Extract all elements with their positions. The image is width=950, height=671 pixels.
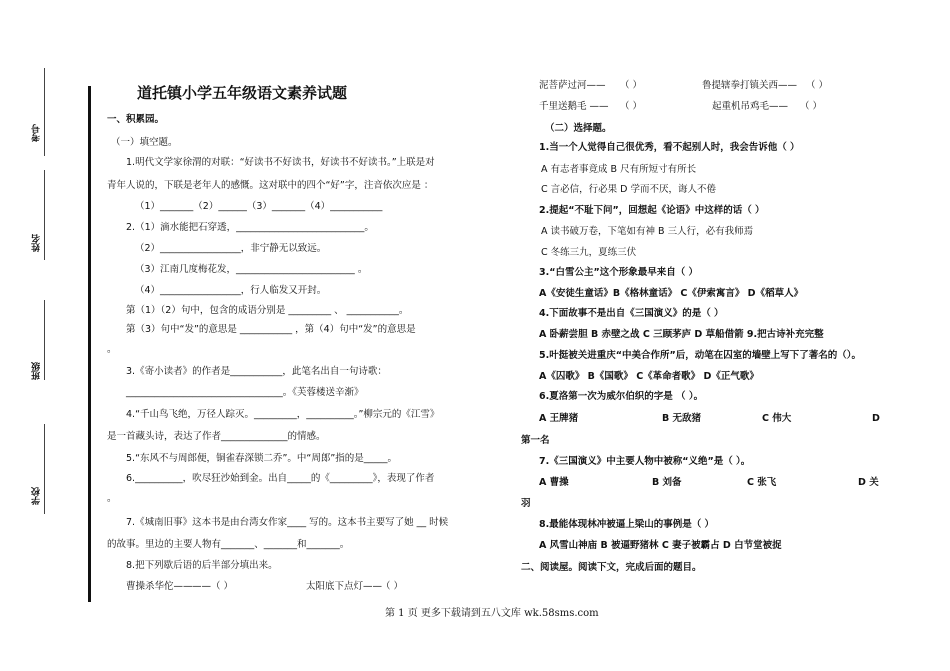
- reading-heading: 二、阅读屋。阅读下文，完成后面的题目。: [521, 562, 702, 573]
- q8-line: 8.把下列歇后语的后半部分填出来。: [126, 560, 278, 571]
- q6-line2: 。: [107, 493, 117, 504]
- c8-question: 8.最能体现林冲被逼上梁山的事例是（ ）: [539, 519, 715, 530]
- xiehouyu-2-blank: （ ）: [381, 581, 404, 592]
- class-label: 班级: [32, 362, 42, 380]
- c4-options: A 卧薪尝胆 B 赤壁之战 C 三顾茅庐 D 草船借箭 9.把古诗补充完整: [539, 329, 824, 340]
- xiehouyu-5-question: 千里送鹅毛 ——: [539, 101, 609, 112]
- exam-number-label: 考号: [32, 124, 42, 142]
- c8-options: A 风雪山神庙 B 被逼野猪林 C 妻子被霸占 D 白节堂被捉: [539, 540, 782, 551]
- school-label: 学校: [32, 487, 42, 505]
- q2-line2: （2）_________________，非宁静无以致远。: [135, 243, 327, 254]
- c1-options-cd: C 言必信，行必果 D 学而不厌，诲人不倦: [541, 184, 717, 195]
- q2-line6: 第（3）句中“发”的意思是 ___________ ，第（4）句中“发”的意思是: [126, 324, 416, 335]
- c2-option-c: C 冬练三九，夏练三伏: [541, 247, 637, 258]
- binding-line-3: [44, 300, 45, 380]
- section-one-heading: 一、积累园。: [107, 114, 165, 125]
- q2-line3: （3）江南几度梅花发，_________________________ 。: [135, 264, 368, 275]
- c2-options-ab: A 读书破万卷，下笔如有神 B 三人行，必有我师焉: [541, 226, 754, 237]
- c2-question: 2.提起“不耻下问”，回想起《论语》中这样的话（ ）: [539, 205, 765, 216]
- q3-line2: _________________________________。《芙蓉楼送辛渐》: [126, 387, 364, 398]
- name-label: 姓名: [32, 234, 42, 252]
- q2-line5: 第（1）（2）句中，包含的成语分别是 _________ 、 ___________。: [126, 305, 409, 316]
- q1-blanks: （1）_______（2）______（3）_______（4）___________: [135, 201, 383, 212]
- q1-line2: 青年人说的，下联是老年人的感慨。这对联中的四个“好”字，注音依次应是 ：: [107, 180, 434, 191]
- c5-options: A《囚歌》 B《国歌》 C《革命者歌》 D《正气歌》: [539, 371, 759, 382]
- xiehouyu-2-question: 太阳底下点灯——: [306, 581, 383, 592]
- c3-question: 3.“白雪公主”这个形象最早来自（ ）: [539, 267, 699, 278]
- q2-line7: 。: [107, 344, 117, 355]
- c4-question: 4.下面故事不是出自《三国演义》的是（ ）: [539, 308, 724, 319]
- c7-option-a: A 曹操: [539, 477, 569, 488]
- q1-line1: 1.明代文学家徐渭的对联：“好读书不好读书，好读书不好读书。”上联是对: [126, 157, 435, 168]
- c7-option-d-tail: 羽: [521, 498, 531, 509]
- q2-line4: （4）_________________，行人临发又开封。: [135, 285, 327, 296]
- q4-line2: 是一首藏头诗，表达了作者______________的情感。: [107, 431, 326, 442]
- c5-question: 5.叶挺被关进重庆“中美合作所”后，动笔在囚室的墙壁上写下了著名的（）。: [539, 350, 861, 361]
- q2-line1: 2.（1）滴水能把石穿透，___________________________。: [126, 222, 374, 233]
- c6-option-d-tail: 第一名: [521, 435, 550, 446]
- c1-options-ab: A 有志者事竟成 B 尺有所短寸有所长: [541, 164, 697, 175]
- fill-blank-heading: （一）填空题。: [111, 137, 178, 148]
- c6-option-b: B 无敌猪: [662, 413, 702, 424]
- c3-options: A《安徒生童话》B《格林童话》 C《伊索寓言》 D《稻草人》: [539, 288, 804, 299]
- q4-line1: 4.“千山鸟飞绝，万径人踪灭。_________，__________。”柳宗元的《江雪》: [126, 409, 440, 420]
- choice-heading: （二）选择题。: [545, 123, 612, 134]
- binding-line-2: [44, 170, 45, 260]
- q6-line1: 6.__________，吹尽狂沙始到金。出自_____的《_________》，表现了作者: [126, 473, 435, 484]
- xiehouyu-4-question: 鲁提辖拳打镇关西——: [702, 80, 798, 91]
- binding-line-4: [44, 424, 45, 514]
- q7-line1: 7.《城南旧事》这本书是由台湾女作家____ 写的。这本书主要写了她 __ 时候: [126, 517, 449, 528]
- xiehouyu-1-question: 曹操杀华佗——: [126, 581, 193, 592]
- q7-line2: 的故事。里边的主要人物有_______、_______和_______。: [107, 539, 350, 550]
- c6-option-d: D: [872, 413, 880, 424]
- xiehouyu-6-question: 起重机吊鸡毛——: [712, 101, 789, 112]
- xiehouyu-5-blank: （ ）: [620, 101, 643, 112]
- xiehouyu-1-blank: ——（ ）: [192, 581, 234, 592]
- c6-question: 6.夏洛第一次为威尔伯织的字是 （ ）。: [539, 391, 704, 402]
- c1-question: 1.当一个人觉得自己很优秀，看不起别人时，我会告诉他（ ）: [539, 142, 800, 153]
- c6-option-c: C 伟大: [762, 413, 792, 424]
- c7-question: 7.《三国演义》中主要人物中被称“义绝”是（ ）。: [539, 456, 751, 467]
- margin-bar: [88, 86, 91, 602]
- page-title: 道托镇小学五年级语文素养试题: [137, 84, 348, 102]
- xiehouyu-4-blank: （ ）: [806, 80, 829, 91]
- xiehouyu-3-blank: （ ）: [620, 80, 643, 91]
- q3-line1: 3.《寄小读者》的作者是___________，此笔名出自一句诗歌：: [126, 366, 387, 377]
- xiehouyu-3-question: 泥菩萨过河——: [539, 80, 606, 91]
- q5-line: 5.“东风不与周郎便，铜雀春深锁二乔”。中“周郎”指的是_____。: [126, 453, 398, 464]
- binding-line-1: [44, 68, 45, 156]
- c7-option-b: B 刘备: [652, 477, 682, 488]
- page-footer: 第 1 页 更多下载请到五八文库 wk.58sms.com: [385, 608, 599, 619]
- c6-option-a: A 王牌猪: [539, 413, 579, 424]
- xiehouyu-6-blank: （ ）: [800, 101, 823, 112]
- c7-option-c: C 张飞: [747, 477, 777, 488]
- c7-option-d: D 关: [858, 477, 879, 488]
